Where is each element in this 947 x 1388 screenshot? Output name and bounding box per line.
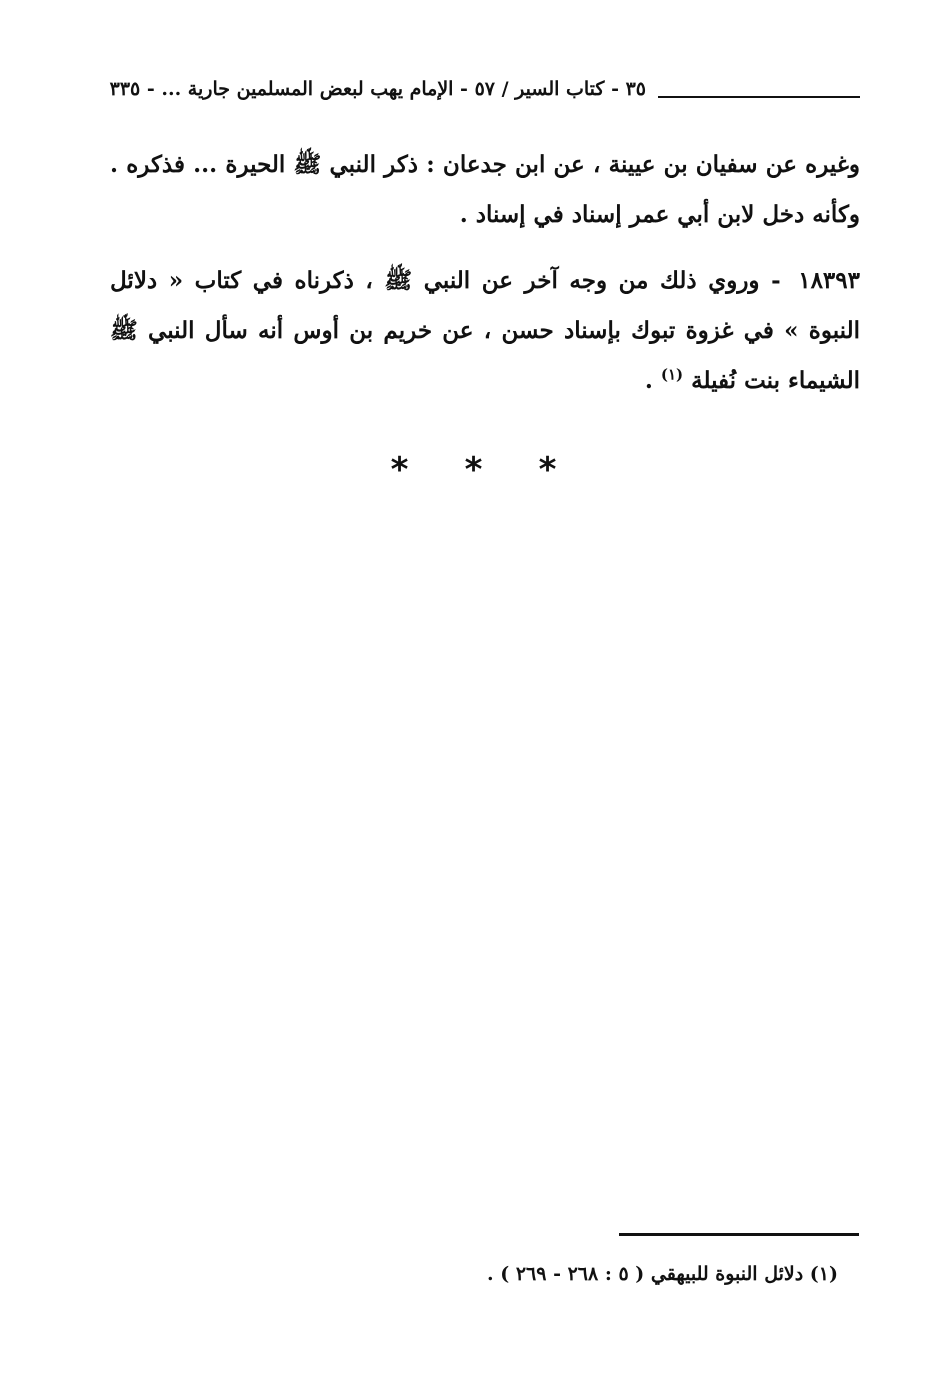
main-text	[110, 140, 860, 422]
separator-star: *	[464, 450, 483, 490]
footnote-1: (١) دلائل النبوة للبيهقي ( ٥ : ٢٦٨ - ٢٦٩ ) .	[487, 1263, 838, 1285]
hadith-number: ١٨٣٩٣	[798, 267, 860, 294]
header-rule	[658, 96, 860, 98]
page-header	[109, 78, 860, 114]
footnote-rule	[619, 1233, 859, 1236]
separator-star: *	[538, 450, 557, 490]
paragraph-1: وغيره عن سفيان بن عيينة ، عن ابن جدعان : ذكر النبي ﷺ الحيرة ... فذكره . وكأنه دخل لابن أبي عمر إسناد في إسناد .	[110, 151, 860, 228]
separator-star: *	[390, 450, 409, 490]
paragraph-2-end: .	[644, 367, 661, 394]
paragraph-2-text: - وروي ذلك من وجه آخر عن النبي ﷺ ، ذكرناه في كتاب « دلائل النبوة » في غزوة تبوك بإسناد حسن ، عن خريم بن أوس أنه سأل النبي ﷺ الشيماء بنت نُفيلة	[110, 267, 860, 394]
paragraph-2	[110, 256, 860, 406]
section-separator	[0, 450, 947, 494]
footnote-reference: (١)	[660, 365, 684, 384]
running-title: ٣٥ - كتاب السير / ٥٧ - الإمام يهب لبعض المسلمين جارية ... - ٣٣٥	[109, 78, 646, 100]
